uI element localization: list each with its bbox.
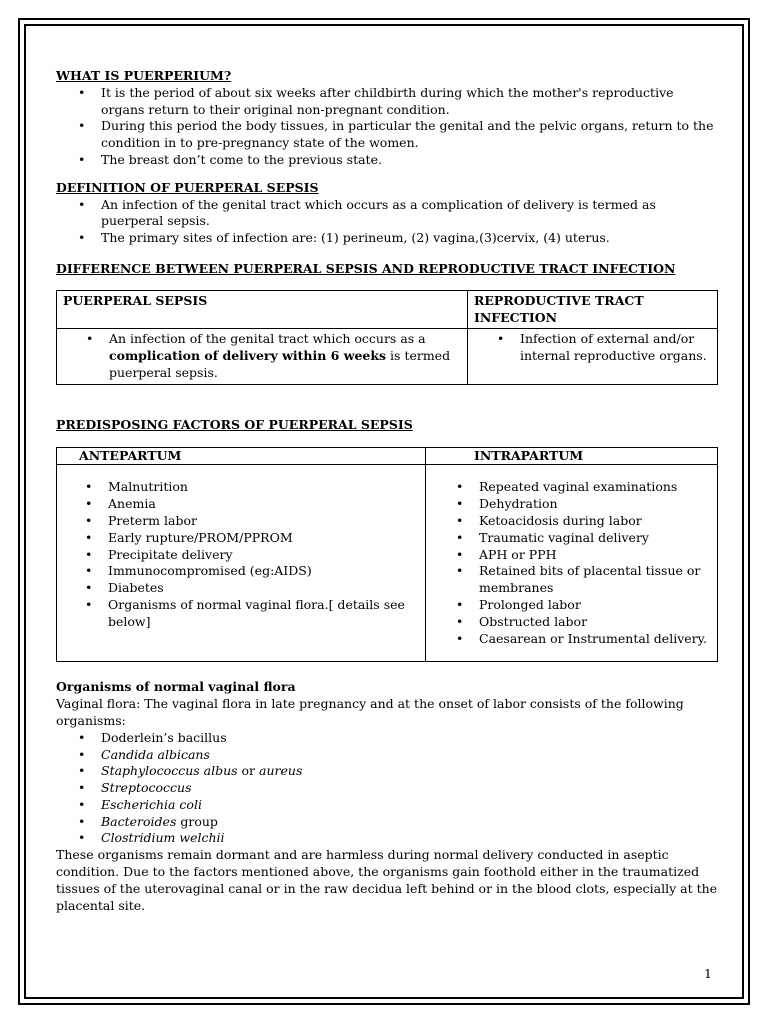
predisposing-factors-table	[56, 447, 718, 663]
table-header-antepartum: ANTEPARTUM	[57, 447, 426, 465]
heading-definition: DEFINITION OF PUERPERAL SEPSIS	[56, 179, 319, 195]
list-item: • Diabetes	[63, 580, 419, 597]
cell-text: is termed puerperal sepsis.	[109, 348, 451, 380]
page-number: 1	[704, 966, 712, 981]
organism-name: Bacteroides	[101, 813, 177, 829]
vaginal-flora-intro: Vaginal flora: The vaginal flora in late pregnancy and at the onset of labor consists of the following organisms:	[56, 696, 684, 728]
list-item	[56, 763, 718, 780]
cell-text: An infection of the genital tract which occurs as a	[109, 331, 426, 347]
list-item: • The primary sites of infection are: (1) perineum, (2) vagina,(3)cervix, (4) uterus.	[56, 230, 718, 247]
list-item: • Candida albicans	[56, 747, 718, 764]
list-item: • Escherichia coli	[56, 797, 718, 814]
list-item: • Precipitate delivery	[63, 547, 419, 564]
organism-connector: or	[237, 763, 260, 779]
list-item: • During this period the body tissues, in particular the genital and the pelvic organs, return to the condition in to pre-pregnancy state of the women.	[56, 118, 718, 152]
list-item: • Organisms of normal vaginal flora.[ details see below]	[63, 597, 419, 631]
table-header-reproductive-tract-infection: REPRODUCTIVE TRACT INFECTION	[468, 290, 718, 329]
list-item: • Immunocompromised (eg:AIDS)	[63, 563, 419, 580]
table-header-puerperal-sepsis: PUERPERAL SEPSIS	[57, 290, 468, 329]
list-item	[63, 331, 461, 381]
table-cell	[468, 329, 718, 384]
list-item: • Malnutrition	[63, 479, 419, 496]
difference-table	[56, 290, 718, 385]
list-item: • APH or PPH	[432, 547, 711, 564]
organism-name: Staphylococcus albus	[101, 763, 238, 779]
list-item: • Infection of external and/or internal reproductive organs.	[474, 331, 711, 365]
intrapartum-cell	[426, 465, 718, 662]
heading-difference: DIFFERENCE BETWEEN PUERPERAL SEPSIS AND REPRODUCTIVE TRACT INFECTION	[56, 260, 676, 276]
antepartum-list	[63, 479, 419, 630]
intrapartum-list	[432, 479, 711, 647]
list-item: • Doderlein’s bacillus	[56, 730, 718, 747]
list-item: • Preterm labor	[63, 513, 419, 530]
list-item: • An infection of the genital tract which occurs as a complication of delivery is termed as puerperal sepsis.	[56, 197, 718, 231]
list-item: • Ketoacidosis during labor	[432, 513, 711, 530]
list-item: • Traumatic vaginal delivery	[432, 530, 711, 547]
list-item	[56, 814, 718, 831]
table-cell	[57, 329, 468, 384]
puerperium-bullets	[56, 85, 718, 169]
list-item: • Anemia	[63, 496, 419, 513]
list-item: • Early rupture/PROM/PPROM	[63, 530, 419, 547]
document-body	[56, 68, 718, 914]
organism-name: aureus	[259, 763, 303, 779]
list-item: • It is the period of about six weeks after childbirth during which the mother's reproductive organs return to their original non-pregnant condition.	[56, 85, 718, 119]
list-item: • Clostridium welchii	[56, 830, 718, 847]
antepartum-cell	[57, 465, 426, 662]
list-item: • Obstructed labor	[432, 614, 711, 631]
list-item: • Retained bits of placental tissue or membranes	[432, 563, 711, 597]
list-item: • Prolonged labor	[432, 597, 711, 614]
heading-predisposing-factors: PREDISPOSING FACTORS OF PUERPERAL SEPSIS	[56, 416, 413, 432]
list-item: • Streptococcus	[56, 780, 718, 797]
definition-bullets	[56, 197, 718, 247]
list-item: • Dehydration	[432, 496, 711, 513]
table-header-intrapartum: INTRAPARTUM	[426, 447, 718, 465]
heading-what-is-puerperium: WHAT IS PUERPERIUM?	[56, 68, 232, 83]
list-item: • The breast don’t come to the previous state.	[56, 152, 718, 169]
list-item: • Repeated vaginal examinations	[432, 479, 711, 496]
cell-text-bold: complication of delivery within 6 weeks	[109, 348, 387, 364]
closing-paragraph: These organisms remain dormant and are harmless during normal delivery conducted in aseptic condition. Due to the factors mentioned above, the organisms gain foothold either in the traumatized tissues of the uterovaginal canal or in the raw decidua left behind or in the blood clots, especially at the placental site.	[56, 847, 718, 913]
organism-list	[56, 730, 718, 848]
list-item: • Caesarean or Instrumental delivery.	[432, 631, 711, 648]
heading-vaginal-flora: Organisms of normal vaginal flora	[56, 679, 296, 695]
organism-suffix: group	[176, 813, 218, 829]
